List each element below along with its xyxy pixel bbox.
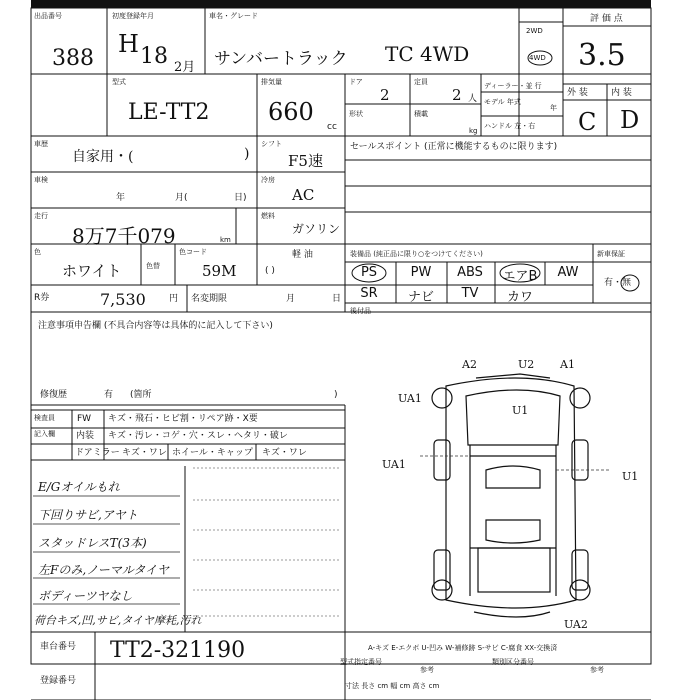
model-value: LE-TT2 — [128, 100, 210, 125]
color-change-label: 色替 — [146, 262, 160, 270]
repair-history-value: 有 — [104, 390, 114, 400]
sales-point-label: セールスポイント (正常に機能するものに限ります) — [350, 142, 558, 152]
repair-history-close: ) — [334, 390, 338, 400]
color-code-label: 色コード — [179, 248, 207, 256]
first-reg-year: 18 — [140, 44, 168, 69]
use-value: 自家用・( — [72, 149, 134, 165]
inspection-month: 月( — [175, 193, 188, 203]
equip-ps: PS — [360, 265, 378, 280]
remarks-label: 注意事項申告欄 (不具合内容等は具体的に記入して下さい) — [38, 321, 273, 331]
name-change-label: 名変期限 — [191, 294, 228, 304]
checker-wheel-key: ホイール・キャップ — [172, 448, 253, 458]
equip-abs: ABS — [457, 265, 483, 280]
class-no-label: 類別区分番号 — [492, 658, 534, 666]
mileage-value: 8万7千079 — [72, 224, 176, 248]
ac-value: AC — [292, 186, 315, 204]
damage-mark: U2 — [518, 358, 535, 371]
equip-navi: ナビ — [407, 290, 434, 305]
door-value: 2 — [380, 86, 390, 104]
repair-history-paren: (箇所 — [130, 390, 152, 400]
damage-mark: U1 — [622, 470, 639, 483]
load-unit: kg — [469, 127, 478, 135]
note-item: 下回りサビ,アヤト — [38, 508, 138, 522]
use-close: ) — [244, 146, 250, 162]
equip-aw: AW — [557, 265, 579, 280]
repair-history-label: 修復歴 — [40, 390, 68, 400]
model-year-unit: 年 — [550, 104, 557, 112]
color-code: 59M — [202, 262, 237, 280]
checker-int-val: キズ・汚レ・コゲ・穴・スレ・ヘタリ・破レ — [108, 431, 288, 441]
note-item: 荷台キズ,凹,サビ,タイヤ摩耗,汚れ — [34, 614, 202, 627]
first-reg-era: H — [118, 30, 139, 58]
score-value: 3.5 — [578, 38, 626, 73]
drive-4wd: 4WD — [529, 54, 546, 62]
equip-airbag: エアB — [502, 269, 538, 284]
shift-value: F5速 — [288, 152, 323, 170]
inspection-day: 日) — [234, 193, 247, 203]
equip-tv: TV — [461, 286, 479, 301]
score-label: 評 価 点 — [590, 14, 623, 24]
equipment-label: 装備品 (純正品に限り○をつけてください) — [350, 250, 483, 258]
cc-label: 排気量 — [261, 78, 282, 86]
recycle-label: R券 — [34, 293, 50, 303]
ac-label: 冷房 — [261, 176, 275, 184]
fuel-gasoline: ガソリン — [292, 222, 341, 236]
note-item: E/Gオイルもれ — [38, 480, 120, 494]
checker-wheel-val: キズ・ワレ — [262, 448, 307, 458]
legend-text: A-キズ E-エクボ U-凹み W-補修跡 S-サビ C-腐食 XX-交換済 — [368, 644, 558, 652]
first-reg-month: 2月 — [174, 60, 196, 75]
mileage-label: 走行 — [34, 212, 48, 220]
chassis-value: TT2-321190 — [110, 638, 246, 663]
door-label: ドア — [349, 78, 363, 86]
fuel-diesel: 軽 油 — [292, 250, 313, 260]
equip-pw: PW — [410, 265, 432, 280]
capacity-unit: 人 — [468, 94, 478, 104]
car-grade: TC 4WD — [385, 42, 470, 66]
checker-fw-key: FW — [77, 414, 92, 424]
type-no-ref: 参考 — [420, 666, 434, 674]
inspection-year: 年 — [116, 193, 126, 203]
chassis-label: 車台番号 — [40, 642, 77, 652]
capacity-label: 定員 — [414, 78, 428, 86]
damage-mark: UA1 — [398, 392, 422, 405]
recycle-value: 7,530 — [100, 290, 146, 309]
equip-leather: カワ — [506, 290, 533, 305]
capacity-value: 2 — [452, 86, 462, 104]
fuel-label: 燃料 — [261, 212, 275, 220]
checker-mirror-key: ドアミラー — [75, 448, 120, 458]
inspection-label: 車検 — [34, 176, 48, 184]
checker-label-1: 検査員 — [34, 414, 55, 422]
name-change-month: 月 — [286, 294, 296, 304]
class-no-ref: 参考 — [590, 666, 604, 674]
dealer-label: ディーラー・並 行 — [484, 82, 542, 90]
mileage-unit: km — [220, 236, 231, 244]
note-item: 左Fのみ,ノーマルタイヤ — [38, 563, 170, 577]
car-diagram — [432, 374, 590, 617]
checker-int-key: 内装 — [76, 431, 95, 441]
ext-grade: C — [578, 108, 597, 136]
model-year-label: モデル 年式 — [484, 98, 521, 106]
load-label: 積載 — [414, 110, 428, 118]
car-name: サンバートラック — [214, 49, 348, 69]
after-parts-label: 後付品 — [350, 307, 371, 315]
title-strip — [31, 0, 651, 8]
name-change-day: 日 — [332, 294, 342, 304]
int-label: 内 装 — [611, 88, 632, 98]
cc-value: 660 — [268, 98, 314, 126]
new-warranty-value: 有・無 — [604, 278, 632, 288]
cc-unit: cc — [327, 122, 337, 132]
handle-label: ハンドル 左・右 — [484, 122, 536, 130]
note-item: スタッドレスT(3本) — [38, 536, 147, 550]
fuel-paren: ( ) — [265, 266, 275, 276]
note-item: ボディーツヤなし — [38, 589, 133, 603]
dimensions-label: 寸法 長さ cm 幅 cm 高さ cm — [345, 682, 440, 690]
lot-no-label: 出品番号 — [34, 12, 62, 20]
name-grade-label: 車名・グレード — [209, 12, 258, 20]
new-warranty-label: 新車保証 — [597, 250, 625, 258]
ext-label: 外 装 — [567, 88, 588, 98]
color-label: 色 — [34, 248, 41, 256]
damage-mark: A1 — [560, 358, 575, 371]
reg-no-label: 登録番号 — [40, 676, 77, 686]
lot-no: 388 — [52, 46, 94, 71]
type-no-label: 型式指定番号 — [340, 658, 382, 666]
first-reg-label: 初度登録年月 — [112, 12, 154, 20]
recycle-yen: 円 — [169, 294, 179, 304]
equip-sr: SR — [360, 286, 378, 301]
checker-label-2: 記入欄 — [34, 430, 55, 438]
checker-fw-val: キズ・飛石・ヒビ割・リペア跡・X要 — [108, 414, 258, 424]
shape-label: 形状 — [349, 110, 363, 118]
use-label: 車歴 — [34, 140, 48, 148]
drive-2wd: 2WD — [526, 27, 543, 35]
checker-mirror-val: キズ・ワレ — [122, 448, 167, 458]
shift-label: シフト — [261, 140, 282, 148]
int-grade: D — [620, 106, 640, 134]
model-label: 型式 — [112, 78, 126, 86]
color-value: ホワイト — [62, 262, 122, 280]
damage-mark: A2 — [462, 358, 477, 371]
damage-mark: UA2 — [564, 618, 588, 631]
damage-mark: U1 — [512, 404, 529, 417]
damage-mark: UA1 — [382, 458, 406, 471]
